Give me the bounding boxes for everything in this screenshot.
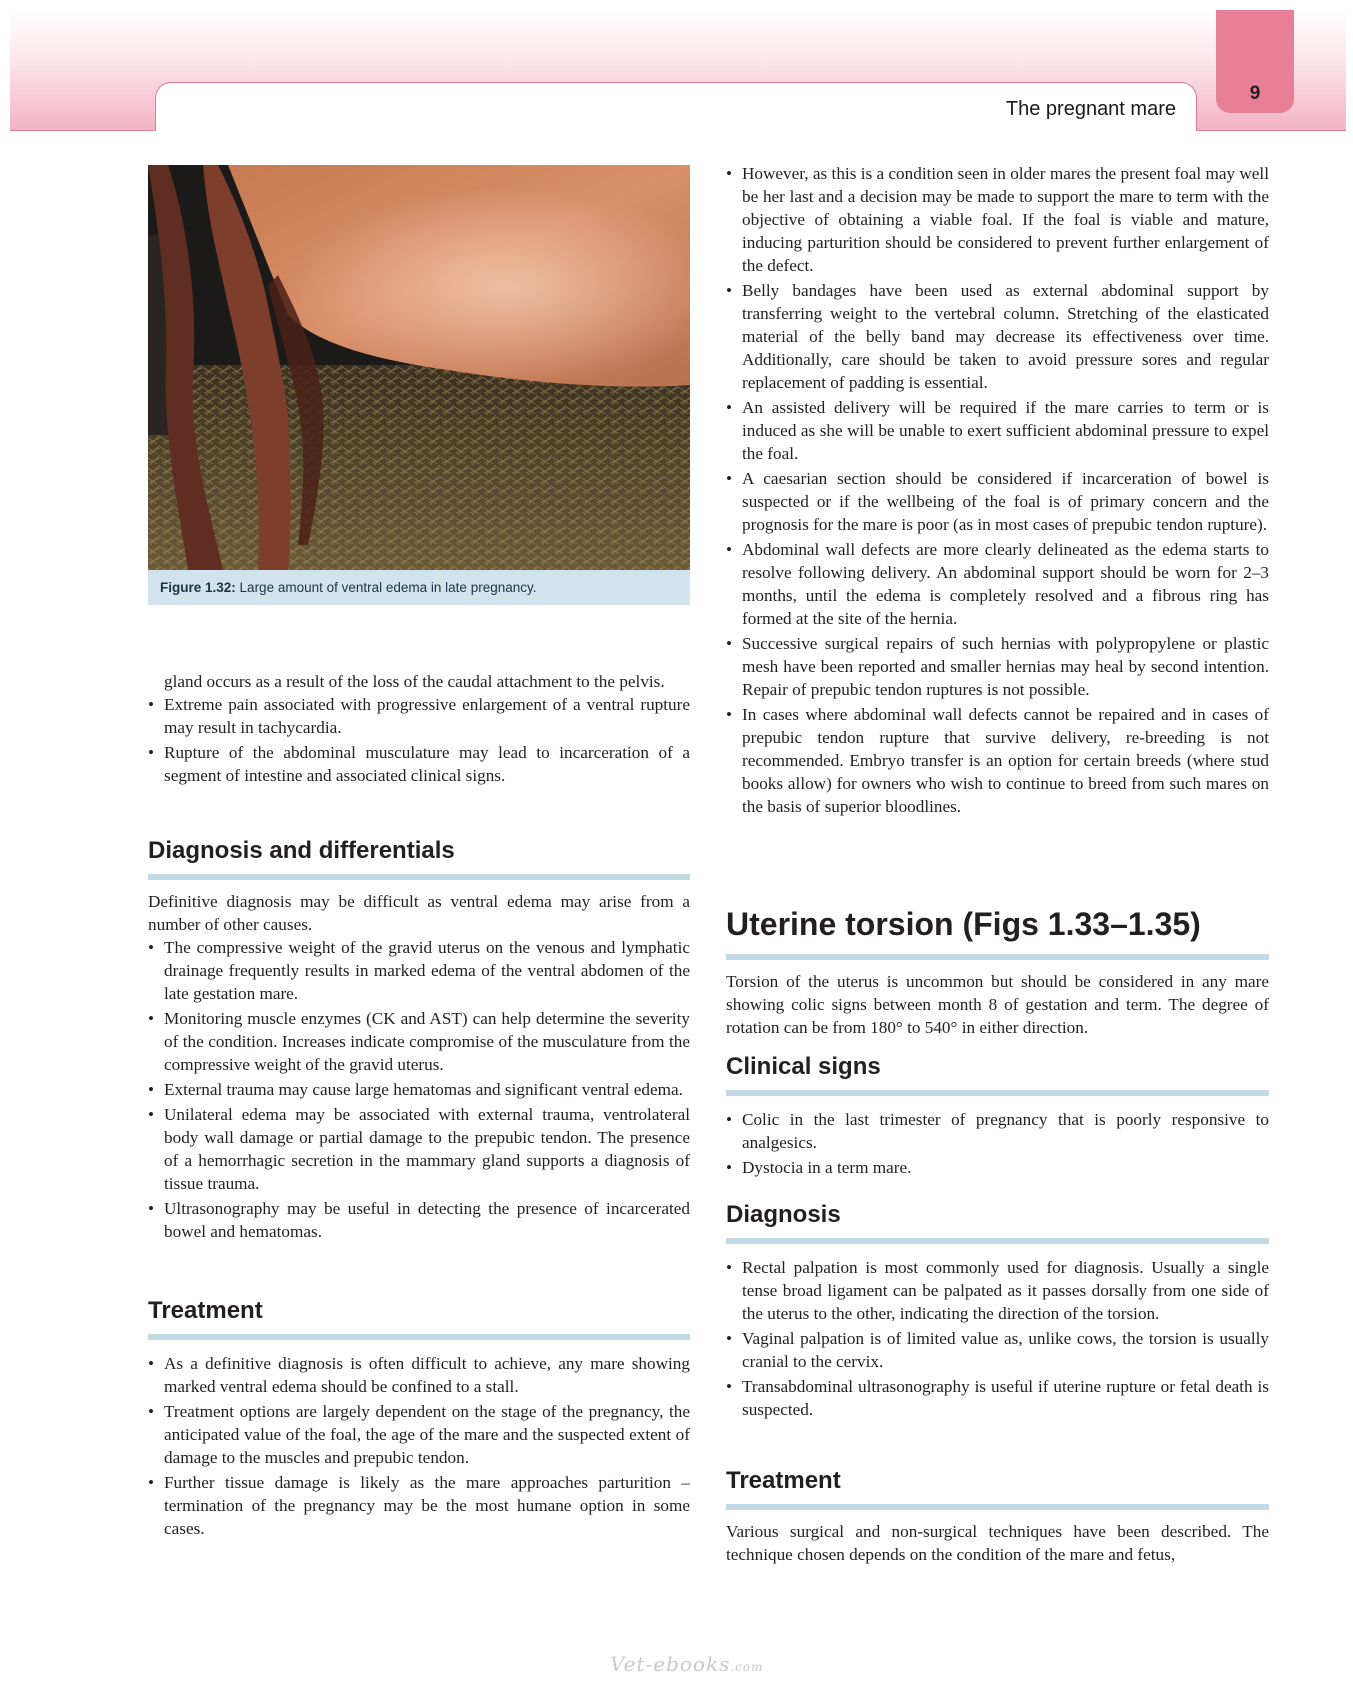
list-item: • Rupture of the abdominal musculature may lead to incarceration of a segment of intestine and associated clinical signs. bbox=[148, 741, 690, 787]
watermark-text: Vet-ebooks bbox=[610, 1652, 731, 1676]
section-heading: Treatment bbox=[148, 1296, 690, 1340]
watermark bbox=[610, 1652, 763, 1676]
treatment-bullet-list bbox=[148, 1352, 690, 1540]
list-item: • Monitoring muscle enzymes (CK and AST) can help determine the severity of the condition. Increases indicate compromise of the musculature from the compressive weight of the gravid uterus. bbox=[148, 1007, 690, 1076]
watermark-suffix: .com bbox=[730, 1660, 764, 1674]
section-heading: Treatment bbox=[726, 1466, 1269, 1510]
clinical-signs-section bbox=[726, 1052, 1269, 1181]
diagnosis-bullet-list bbox=[726, 1256, 1269, 1421]
figure-photo bbox=[148, 165, 690, 570]
figure bbox=[148, 165, 690, 605]
uterine-torsion-section bbox=[726, 904, 1269, 1039]
list-item: • The compressive weight of the gravid uterus on the venous and lymphatic drainage frequently results in marked edema of the ventral abdomen of the late gestation mare. bbox=[148, 936, 690, 1005]
list-item: • Successive surgical repairs of such hernias with polypropylene or plastic mesh have been reported and smaller hernias may heal by second intention. Repair of prepubic tendon ruptures is not possible. bbox=[726, 632, 1269, 701]
page-tab bbox=[1216, 10, 1294, 113]
left-continuation bbox=[148, 670, 690, 789]
management-bullet-list bbox=[726, 162, 1269, 818]
intro-bullet-list bbox=[148, 693, 690, 787]
figure-caption-text: Large amount of ventral edema in late pregnancy. bbox=[239, 580, 537, 595]
running-head-box bbox=[155, 82, 1197, 131]
list-item: • Ultrasonography may be useful in detecting the presence of incarcerated bowel and hematomas. bbox=[148, 1197, 690, 1243]
list-item: • Unilateral edema may be associated with external trauma, ventrolateral body wall damage or partial damage to the prepubic tendon. The presence of a hemorrhagic secretion in the mammary gland supports a diagnosis of tissue trauma. bbox=[148, 1103, 690, 1195]
treatment-section-right bbox=[726, 1466, 1269, 1566]
clinical-bullet-list bbox=[726, 1108, 1269, 1179]
figure-label: Figure 1.32: bbox=[160, 580, 236, 595]
list-item: • As a definitive diagnosis is often difficult to achieve, any mare showing marked ventral edema should be confined to a stall. bbox=[148, 1352, 690, 1398]
diagnosis-differentials-section bbox=[148, 836, 690, 1245]
diagnosis-bullet-list bbox=[148, 936, 690, 1243]
page-number: 9 bbox=[1249, 83, 1261, 104]
list-item: • Abdominal wall defects are more clearly delineated as the edema starts to resolve following delivery. An abdominal support should be worn for 2–3 months, until the edema is completely resolved and a fibrous ring has formed at the site of the hernia. bbox=[726, 538, 1269, 630]
running-head: The pregnant mare bbox=[1005, 98, 1176, 120]
section-paragraph: Definitive diagnosis may be difficult as ventral edema may arise from a number of other causes. bbox=[148, 892, 690, 934]
section-paragraph: Torsion of the uterus is uncommon but should be considered in any mare showing colic signs between month 8 of gestation and term. The degree of rotation can be from 180° to 540° in either direction. bbox=[726, 972, 1269, 1037]
list-item: • Treatment options are largely dependent on the stage of the pregnancy, the anticipated value of the foal, the age of the mare and the suspected extent of damage to the muscles and prepubic tendon. bbox=[148, 1400, 690, 1469]
list-item: • A caesarian section should be considered if incarceration of bowel is suspected or if the wellbeing of the foal is of primary concern and the prognosis for the mare is poor (as in most cases of prepubic tendon rupture). bbox=[726, 467, 1269, 536]
list-item: • However, as this is a condition seen in older mares the present foal may well be her last and a decision may be made to support the mare to term with the objective of obtaining a viable foal. If the foal is viable and mature, inducing parturition should be considered to prevent further enlargement of the defect. bbox=[726, 162, 1269, 277]
list-item: • Vaginal palpation is of limited value as, unlike cows, the torsion is usually cranial to the cervix. bbox=[726, 1327, 1269, 1373]
section-heading: Clinical signs bbox=[726, 1052, 1269, 1096]
treatment-section-left bbox=[148, 1296, 690, 1542]
section-heading: Diagnosis bbox=[726, 1200, 1269, 1244]
list-item: • External trauma may cause large hematomas and significant ventral edema. bbox=[148, 1078, 690, 1101]
list-item: • Dystocia in a term mare. bbox=[726, 1156, 1269, 1179]
list-item: • Rectal palpation is most commonly used for diagnosis. Usually a single tense broad ligament can be palpated as it passes dorsally from one side of the uterus to the other, indicating the direction of the torsion. bbox=[726, 1256, 1269, 1325]
list-item: • An assisted delivery will be required if the mare carries to term or is induced as she will be unable to exert sufficient abdominal pressure to expel the foal. bbox=[726, 396, 1269, 465]
list-item: • Extreme pain associated with progressive enlargement of a ventral rupture may result in tachycardia. bbox=[148, 693, 690, 739]
section-paragraph: Various surgical and non-surgical techniques have been described. The technique chosen depends on the condition of the mare and fetus, bbox=[726, 1522, 1269, 1564]
section-heading: Diagnosis and differentials bbox=[148, 836, 690, 880]
figure-caption bbox=[160, 580, 536, 595]
list-item: • Further tissue damage is likely as the mare approaches parturition – termination of the pregnancy may be the most humane option in some cases. bbox=[148, 1471, 690, 1540]
list-item: • Colic in the last trimester of pregnancy that is poorly responsive to analgesics. bbox=[726, 1108, 1269, 1154]
continuation-paragraph: gland occurs as a result of the loss of the caudal attachment to the pelvis. bbox=[164, 672, 665, 691]
list-item: • Belly bandages have been used as external abdominal support by transferring weight to the vertebral column. Stretching of the elasticated material of the belly band may decrease its effectiveness over time. Additionally, care should be taken to avoid pressure sores and regular replacement of padding is essential. bbox=[726, 279, 1269, 394]
list-item: • Transabdominal ultrasonography is useful if uterine rupture or fetal death is suspected. bbox=[726, 1375, 1269, 1421]
diagnosis-section-right bbox=[726, 1200, 1269, 1423]
chapter-section-heading: Uterine torsion (Figs 1.33–1.35) bbox=[726, 904, 1269, 960]
list-item: • In cases where abdominal wall defects cannot be repaired and in cases of prepubic tendon rupture that survive delivery, re-breeding is not recommended. Embryo transfer is an option for certain breeds (where stud books allow) for owners who wish to continue to breed from such mares on the basis of superior bloodlines. bbox=[726, 703, 1269, 818]
right-bullets bbox=[726, 162, 1269, 820]
